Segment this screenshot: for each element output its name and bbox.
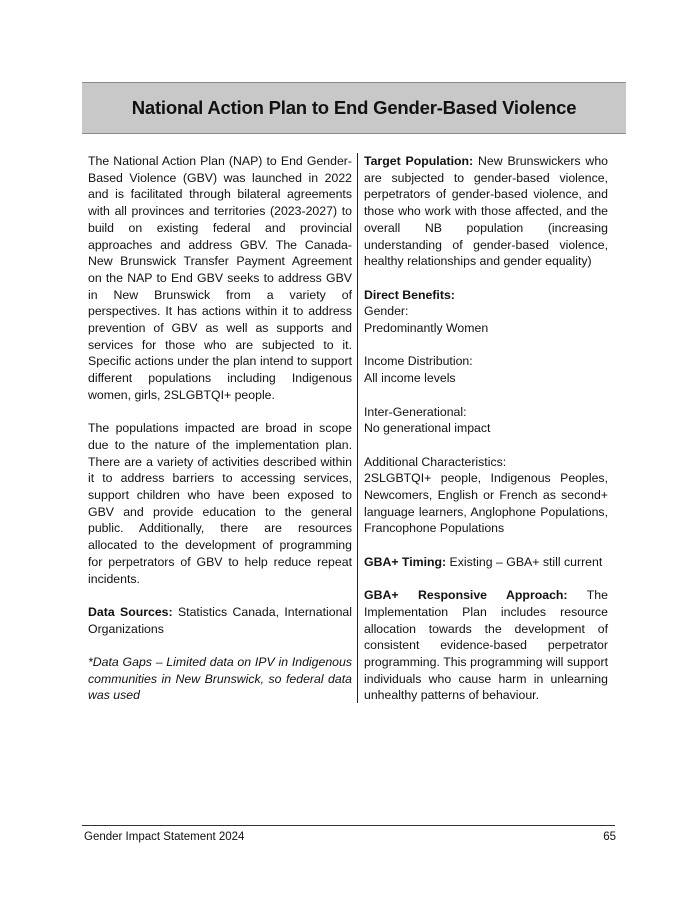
additional-characteristics-value: 2SLGBTQI+ people, Indigenous Peoples, Newcomers, English or French as second+ language learners, Anglophone Populations, Francophone Populations	[364, 471, 608, 536]
gba-responsive-approach	[364, 587, 608, 704]
left-column	[88, 153, 352, 721]
income-value: All income levels	[364, 371, 456, 386]
gender-value: Predominantly Women	[364, 321, 489, 336]
gba-approach-value: The Implementation Plan includes resource allocation towards the development of consistent evidence-based perpetrator programming. This programming will support individuals who cause harm in unlearning unhealthy patterns of behaviour.	[364, 588, 608, 703]
data-gaps-note: *Data Gaps – Limited data on IPV in Indigenous communities in New Brunswick, so federal data was used	[88, 655, 352, 703]
data-sources-label: Data Sources:	[88, 604, 173, 619]
title-banner	[82, 82, 626, 134]
intergenerational-value: No generational impact	[364, 421, 491, 436]
gba-approach-label: GBA+ Responsive Approach:	[364, 588, 568, 603]
data-sources-text: Statistics Canada, International Organizations	[88, 604, 353, 636]
footer-page-number: 65	[603, 831, 616, 843]
footer-document-title: Gender Impact Statement 2024	[84, 831, 245, 843]
intergenerational-label: Inter-Generational:	[364, 404, 467, 419]
target-population	[364, 153, 608, 270]
page-title: National Action Plan to End Gender-Based Violence	[131, 96, 577, 118]
additional-characteristics-label: Additional Characteristics:	[364, 454, 507, 469]
income-label: Income Distribution:	[364, 354, 473, 369]
footer-rule	[82, 825, 615, 826]
target-population-text: New Brunswickers who are subjected to gender-based violence, perpetrators of gender-based violence, and those who work with those affected, and the overall NB population (increasing understanding of gender-based violence, healthy relationships and gender equality)	[364, 154, 608, 269]
column-divider	[357, 153, 358, 703]
data-sources	[88, 604, 352, 637]
populations-paragraph: The populations impacted are broad in scope due to the nature of the implementation plan. There are a variety of activities described within it to address barriers to accessing services, support children who have been exposed to GBV and provide education to the general public. Additionally, there are resources allocated to the development of programming for perpetrators of GBV to help reduce repeat incidents.	[88, 421, 352, 586]
direct-benefits-heading: Direct Benefits:	[364, 287, 455, 302]
gender-label: Gender:	[364, 304, 409, 319]
gba-timing	[364, 554, 608, 571]
right-column	[364, 153, 608, 721]
target-population-label: Target Population:	[364, 154, 474, 168]
nap-overview-paragraph: The National Action Plan (NAP) to End Gender-Based Violence (GBV) was launched in 2022 and is facilitated through bilateral agreements with all provinces and territories (2023-2027) to build on existing federal and provincial approaches and address GBV. The Canada-New Brunswick Transfer Payment Agreement on the NAP to End GBV seeks to address GBV in New Brunswick from a variety of perspectives. It has actions within it to address prevention of GBV as well as supports and services for those who are subjected to it. Specific actions under the plan intend to support different populations including Indigenous women, girls, 2SLGBTQI+ people.	[88, 154, 352, 402]
gba-timing-label: GBA+ Timing:	[364, 554, 447, 569]
gba-timing-value: Existing – GBA+ still current	[446, 554, 603, 569]
